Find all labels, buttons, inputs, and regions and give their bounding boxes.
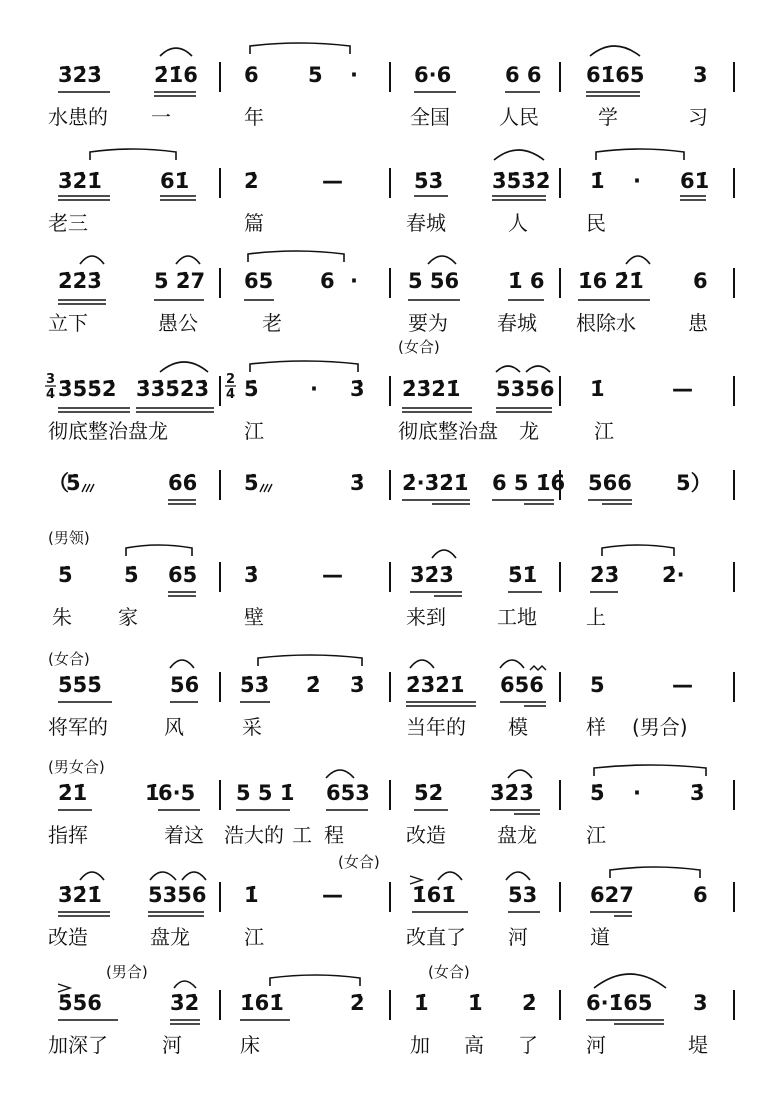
lyric-text: 着这 <box>164 823 204 847</box>
note-group: 5̇3̇ <box>414 169 444 193</box>
note-group: 5 2̇7 <box>154 269 206 293</box>
note-group: 5 56 <box>408 269 460 293</box>
lyric-text: 水患的 <box>48 105 108 129</box>
note-group: — <box>672 377 693 401</box>
slur <box>176 256 200 264</box>
lyric-text: 工地 <box>497 605 537 629</box>
note-group: 5 <box>590 673 605 697</box>
lyric-text: 壁 <box>244 605 264 629</box>
note-group: · <box>633 169 641 193</box>
lyric-text: 人 <box>508 211 528 235</box>
lyric-text: 民 <box>586 211 606 235</box>
note-group: 6 <box>693 883 708 907</box>
lyric-text: 工 <box>292 823 312 847</box>
slur <box>170 660 194 668</box>
note-group: 2̇3̇2̇1̇ <box>402 377 461 401</box>
note-group: 3̇2̇1̇ <box>58 169 102 193</box>
note-group: 5̇ <box>244 471 259 495</box>
note-group: 6 <box>320 269 335 293</box>
lyric-text: 盘龙 <box>150 925 190 949</box>
lyric-text: 龙 <box>519 419 539 443</box>
note-group: 3̇3̇5̇2̇3̇ <box>136 377 210 401</box>
lyric-text: 人民 <box>499 105 539 129</box>
note-group: 3̇2̇3̇ <box>58 63 102 87</box>
lyric-text: (男合) <box>632 715 688 739</box>
note-group: 53 <box>508 883 538 907</box>
note-group: 3̇ <box>690 781 705 805</box>
lyric-text: 愚公 <box>158 311 198 335</box>
slur <box>526 366 550 372</box>
slur <box>160 362 208 372</box>
time-signature-numerator: 3 <box>46 372 56 387</box>
slur <box>432 550 456 558</box>
note-group: 6·1̇65 <box>586 991 653 1015</box>
note-group: 5̇1̇ <box>508 563 538 587</box>
note-group: 2̇1̇6 <box>154 63 198 87</box>
note-group: 3̇2̇3̇ <box>410 563 454 587</box>
slur <box>496 366 520 372</box>
slur <box>594 974 666 988</box>
slur <box>80 256 104 264</box>
lyric-text: 将军的 <box>48 715 108 739</box>
note-group: 5̇ <box>590 781 605 805</box>
mordent-mark <box>530 666 546 670</box>
part-label: (女合) <box>398 338 440 356</box>
lyric-text: 当年的 <box>406 715 466 739</box>
note-group: 5） <box>676 471 712 495</box>
slur <box>626 256 650 264</box>
note-group: — <box>672 673 693 697</box>
lyric-text: 堤 <box>688 1033 708 1057</box>
part-label: (男领) <box>48 529 90 547</box>
time-signature-numerator: 2 <box>226 372 236 387</box>
slur <box>494 150 544 160</box>
lyric-text: 习 <box>688 105 708 129</box>
note-group: · <box>310 377 318 401</box>
lyric-text: 高 <box>464 1033 484 1057</box>
lyric-text: 来到 <box>406 605 446 629</box>
note-group: 2̇ <box>306 673 321 697</box>
lyric-text: 加深了 <box>48 1033 108 1057</box>
lyric-text: 根除水 <box>576 311 636 335</box>
lyric-text: 学 <box>598 105 618 129</box>
note-group: 2̇3̇2̇1̇ <box>406 673 465 697</box>
note-group: · <box>633 781 641 805</box>
slur <box>410 660 434 668</box>
slur <box>258 655 362 666</box>
lyric-text: 江 <box>594 419 614 443</box>
lyric-text: 河 <box>162 1033 182 1057</box>
note-group: 2̇ <box>522 991 537 1015</box>
note-group: （ <box>48 471 69 495</box>
lyric-text: 一 <box>151 105 171 129</box>
note-group: 1̇61̇ <box>412 883 456 907</box>
slur <box>248 251 344 262</box>
note-group: 1̇ <box>244 883 259 907</box>
note-group: — <box>322 883 343 907</box>
note-group: 6̇5̇ <box>168 563 198 587</box>
lyric-text: 河 <box>508 925 528 949</box>
lyric-text: 老三 <box>48 211 88 235</box>
slur <box>602 545 674 556</box>
lyric-text: 篇 <box>244 211 264 235</box>
slur <box>596 149 684 160</box>
lyric-text: 春城 <box>497 311 537 335</box>
slur <box>590 46 640 56</box>
time-signature-denominator: 4 <box>46 387 56 402</box>
note-group: 653 <box>326 781 370 805</box>
note-group: 3̇2̇3̇ <box>490 781 534 805</box>
lyric-text: 盘龙 <box>497 823 537 847</box>
note-group: 1̇61̇ <box>240 991 284 1015</box>
note-group: 5̇ <box>66 471 81 495</box>
bar-lines <box>220 62 734 1020</box>
note-group: 656 <box>500 673 544 697</box>
note-group: 3̇ <box>244 563 259 587</box>
slur <box>182 872 206 880</box>
lyric-text: 指挥 <box>48 823 88 847</box>
slur <box>438 872 462 880</box>
lyric-text: 彻底整治盘 <box>398 419 498 443</box>
slur <box>610 867 700 878</box>
part-label: (男女合) <box>48 758 105 776</box>
part-label: (女合) <box>338 853 380 871</box>
lyric-text: 老 <box>262 311 282 335</box>
note-group: 2̇· <box>662 563 685 587</box>
note-group: — <box>322 169 343 193</box>
lyric-text: 程 <box>324 823 344 847</box>
note-group: 61̇ <box>160 169 190 193</box>
lyric-text: 样 <box>586 715 606 739</box>
note-group: 3̇5̇3̇2̇ <box>492 169 551 193</box>
note-group: 56̇ <box>170 673 200 697</box>
slur <box>80 872 104 880</box>
lyric-text: 了 <box>518 1033 538 1057</box>
slur <box>250 43 350 54</box>
lyric-text: 采 <box>242 715 262 739</box>
note-group: 61̇ <box>680 169 710 193</box>
note-group: 627 <box>590 883 634 907</box>
note-group: 5̇5̇5̇ <box>58 673 102 697</box>
note-group: 6·5 <box>158 781 196 805</box>
note-group: 566 <box>588 471 632 495</box>
note-group: 6 <box>693 269 708 293</box>
score-text-layer <box>45 63 712 1057</box>
slur <box>150 872 176 880</box>
lyric-text: 患 <box>688 311 708 335</box>
slur <box>500 660 524 668</box>
note-group: 6·6 <box>414 63 452 87</box>
note-group: 2̇ <box>350 991 365 1015</box>
note-group: 6 5 1̇6 <box>492 471 566 495</box>
lyric-text: 江 <box>244 925 264 949</box>
note-group: 6 6 <box>505 63 542 87</box>
note-group: 5̇ <box>244 377 259 401</box>
note-group: 6̇6̇ <box>168 471 198 495</box>
note-group: 2̇ <box>244 169 259 193</box>
note-group: 5̇ <box>58 563 73 587</box>
lyric-text: 模 <box>508 715 528 739</box>
lyric-text: 江 <box>586 823 606 847</box>
part-label: (男合) <box>106 963 148 981</box>
note-group: 65 <box>244 269 274 293</box>
note-group: 2̇2̇3̇ <box>58 269 102 293</box>
note-group: 5̇3̇ <box>240 673 270 697</box>
lyric-text: 朱 <box>52 605 72 629</box>
lyric-text: 加 <box>410 1033 430 1057</box>
part-label: (女合) <box>428 963 470 981</box>
slur <box>250 361 358 372</box>
slur <box>174 981 196 988</box>
slur <box>428 256 456 264</box>
time-signature-denominator: 4 <box>226 387 236 402</box>
slur <box>126 545 192 556</box>
note-group: 1̇ 6 <box>508 269 545 293</box>
lyric-text: 江 <box>244 419 264 443</box>
note-group: 5356 <box>148 883 207 907</box>
note-group: 61̇65 <box>586 63 645 87</box>
note-group: · <box>350 63 358 87</box>
note-group: 3̇2̇1̇ <box>58 883 102 907</box>
note-group: · <box>350 269 358 293</box>
slur <box>506 872 530 880</box>
note-group: 3 <box>693 991 708 1015</box>
lyric-text: 浩大的 <box>224 823 284 847</box>
note-group: 6 <box>244 63 259 87</box>
note-group: 2̇3̇ <box>590 563 620 587</box>
lyric-text: 上 <box>586 605 606 629</box>
note-group: 1̇6 2̇1̇ <box>578 269 644 293</box>
part-label: (女合) <box>48 650 90 668</box>
note-group: 1̇ <box>590 377 605 401</box>
note-group: 2̇·3̇2̇1̇ <box>402 471 469 495</box>
lyric-text: 全国 <box>410 105 450 129</box>
note-group: 2̇1̇ <box>58 781 88 805</box>
slur <box>160 48 192 56</box>
lyric-text: 改造 <box>406 823 446 847</box>
lyric-text: 河 <box>586 1033 606 1057</box>
slur <box>508 770 532 778</box>
note-group: 1̇ <box>145 781 160 805</box>
note-group: 5̇ <box>124 563 139 587</box>
note-group: 5̇5̇6 <box>58 991 102 1015</box>
note-group: 3̇ <box>350 471 365 495</box>
lyric-text: 道 <box>590 925 610 949</box>
note-group: 1̇ <box>414 991 429 1015</box>
lyric-text: 立下 <box>48 311 88 335</box>
note-group: 5 <box>308 63 323 87</box>
lyric-text: 春城 <box>406 211 446 235</box>
note-group: 5̇2̇ <box>414 781 444 805</box>
note-group: 3̇ <box>350 377 365 401</box>
lyric-text: 年 <box>244 105 264 129</box>
lyric-text: 要为 <box>408 311 448 335</box>
lyric-text: 改造 <box>48 925 88 949</box>
lyric-text: 彻底整治盘龙 <box>48 419 168 443</box>
lyric-text: 改直了 <box>406 925 466 949</box>
note-group: 5356 <box>496 377 555 401</box>
note-group: 3̇2̇ <box>170 991 200 1015</box>
slur <box>270 975 360 986</box>
slur <box>90 149 176 160</box>
note-group: 5 5 1̇ <box>236 781 295 805</box>
note-group: — <box>322 563 343 587</box>
note-group: 3̇ <box>350 673 365 697</box>
lyric-text: 床 <box>240 1033 260 1057</box>
slur <box>326 770 354 778</box>
note-group: 3̇5̇5̇2̇ <box>58 377 117 401</box>
lyric-text: 家 <box>118 605 138 629</box>
lyric-text: 风 <box>164 715 184 739</box>
note-group: 1̇ <box>590 169 605 193</box>
note-group: 1̇ <box>468 991 483 1015</box>
slur <box>594 765 706 776</box>
note-group: 3 <box>693 63 708 87</box>
